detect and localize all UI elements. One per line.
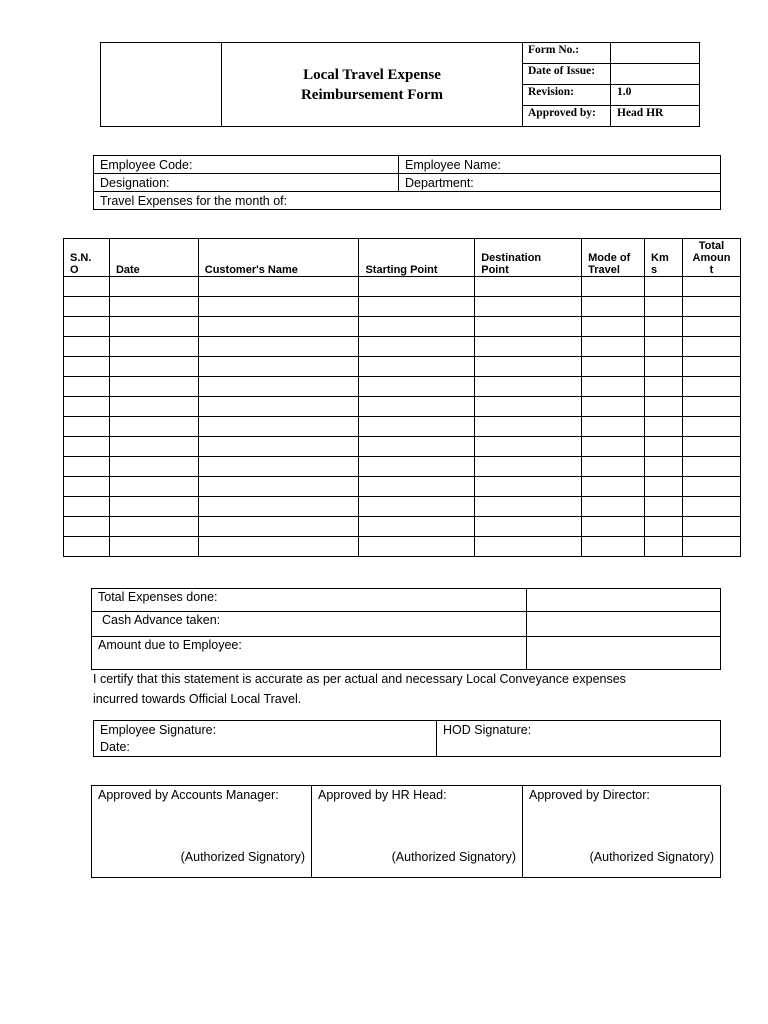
table-cell[interactable] — [582, 337, 645, 357]
form-title-line-1: Local Travel Expense — [303, 66, 441, 83]
cash-advance-field[interactable] — [527, 612, 721, 637]
table-cell[interactable] — [683, 277, 741, 297]
table-cell[interactable] — [582, 537, 645, 557]
col-header-sno: S.N. O — [64, 239, 110, 277]
table-cell[interactable] — [475, 297, 582, 317]
table-cell[interactable] — [582, 397, 645, 417]
employee-signature-field[interactable] — [94, 721, 437, 757]
table-cell[interactable] — [64, 437, 110, 457]
approved-by-label: Approved by: — [523, 106, 611, 127]
table-cell[interactable] — [645, 377, 683, 397]
signature-table — [93, 720, 721, 757]
cash-advance-label: Cash Advance taken: — [92, 612, 527, 637]
table-cell[interactable] — [109, 537, 198, 557]
table-cell[interactable] — [683, 297, 741, 317]
table-row — [64, 457, 741, 477]
totals-table — [91, 588, 721, 670]
table-cell[interactable] — [198, 437, 359, 457]
table-cell[interactable] — [475, 337, 582, 357]
hod-signature-label: HOD Signature: — [443, 723, 532, 737]
table-cell[interactable] — [645, 517, 683, 537]
table-cell[interactable] — [64, 277, 110, 297]
table-cell[interactable] — [109, 477, 198, 497]
revision-label: Revision: — [523, 85, 611, 106]
table-cell[interactable] — [198, 457, 359, 477]
table-cell[interactable] — [64, 497, 110, 517]
table-cell[interactable] — [198, 497, 359, 517]
table-cell[interactable] — [359, 317, 475, 337]
col-header-destination-point: Destination Point — [475, 239, 582, 277]
employee-name-field[interactable]: Employee Name: — [399, 156, 721, 174]
table-cell[interactable] — [475, 417, 582, 437]
table-cell[interactable] — [645, 457, 683, 477]
col-header-customer-name: Customer's Name — [198, 239, 359, 277]
certification-statement — [93, 669, 713, 709]
table-cell[interactable] — [582, 517, 645, 537]
certification-line-2: incurred towards Official Local Travel. — [93, 692, 302, 706]
col-header-starting-point: Starting Point — [359, 239, 475, 277]
table-cell[interactable] — [582, 297, 645, 317]
table-cell[interactable] — [683, 437, 741, 457]
table-cell[interactable] — [582, 377, 645, 397]
table-cell[interactable] — [582, 317, 645, 337]
table-cell[interactable] — [645, 397, 683, 417]
table-cell[interactable] — [683, 517, 741, 537]
designation-field[interactable]: Designation: — [94, 174, 399, 192]
table-cell[interactable] — [109, 317, 198, 337]
table-cell[interactable] — [359, 437, 475, 457]
table-cell[interactable] — [645, 477, 683, 497]
table-cell[interactable] — [64, 417, 110, 437]
table-cell[interactable] — [645, 537, 683, 557]
amount-due-field[interactable] — [527, 637, 721, 670]
table-cell[interactable] — [64, 537, 110, 557]
employee-code-field[interactable]: Employee Code: — [94, 156, 399, 174]
table-row — [64, 417, 741, 437]
total-expenses-label: Total Expenses done: — [92, 589, 527, 612]
table-cell[interactable] — [109, 517, 198, 537]
date-of-issue-label: Date of Issue: — [523, 64, 611, 85]
table-cell[interactable] — [198, 277, 359, 297]
table-cell[interactable] — [475, 277, 582, 297]
table-cell[interactable] — [582, 457, 645, 477]
table-cell[interactable] — [475, 477, 582, 497]
table-cell[interactable] — [582, 277, 645, 297]
table-cell[interactable] — [683, 497, 741, 517]
table-cell[interactable] — [359, 517, 475, 537]
table-row — [64, 517, 741, 537]
table-cell[interactable] — [64, 477, 110, 497]
table-cell[interactable] — [198, 357, 359, 377]
table-row — [64, 357, 741, 377]
employee-signature-label: Employee Signature: — [100, 723, 217, 737]
approval-accounts-manager[interactable] — [92, 786, 312, 878]
department-field[interactable]: Department: — [399, 174, 721, 192]
table-cell[interactable] — [683, 537, 741, 557]
table-cell[interactable] — [359, 337, 475, 357]
table-cell[interactable] — [645, 277, 683, 297]
table-cell[interactable] — [64, 377, 110, 397]
table-cell[interactable] — [475, 457, 582, 477]
table-cell[interactable] — [359, 297, 475, 317]
authorized-signatory-label: (Authorized Signatory) — [391, 850, 516, 864]
form-title — [222, 43, 523, 127]
table-row — [64, 377, 741, 397]
table-row — [64, 437, 741, 457]
table-row — [64, 537, 741, 557]
table-cell[interactable] — [109, 397, 198, 417]
table-cell[interactable] — [64, 457, 110, 477]
table-cell[interactable] — [683, 417, 741, 437]
approval-director[interactable] — [523, 786, 721, 878]
date-of-issue-field[interactable] — [611, 64, 700, 85]
form-no-field[interactable] — [611, 43, 700, 64]
authorized-signatory-label: (Authorized Signatory) — [180, 850, 305, 864]
table-cell[interactable] — [198, 477, 359, 497]
table-cell[interactable] — [109, 277, 198, 297]
table-cell[interactable] — [475, 437, 582, 457]
certification-line-1: I certify that this statement is accurate as per actual and necessary Local Conveyance expenses — [93, 672, 626, 686]
table-cell[interactable] — [64, 337, 110, 357]
table-cell[interactable] — [109, 497, 198, 517]
col-header-kms: Km s — [645, 239, 683, 277]
table-cell[interactable] — [475, 357, 582, 377]
table-cell[interactable] — [109, 457, 198, 477]
table-row — [64, 317, 741, 337]
table-cell[interactable] — [359, 457, 475, 477]
table-cell[interactable] — [359, 397, 475, 417]
table-cell[interactable] — [645, 297, 683, 317]
table-cell[interactable] — [359, 357, 475, 377]
table-cell[interactable] — [645, 417, 683, 437]
table-cell[interactable] — [109, 437, 198, 457]
expense-table-header — [64, 239, 741, 277]
hod-signature-field[interactable] — [437, 721, 721, 757]
table-row — [64, 477, 741, 497]
amount-due-label: Amount due to Employee: — [92, 637, 527, 670]
form-header — [100, 42, 700, 127]
table-cell[interactable] — [198, 417, 359, 437]
employee-info-table — [93, 155, 721, 210]
approved-by-value: Head HR — [611, 106, 700, 127]
table-cell[interactable] — [359, 497, 475, 517]
table-cell[interactable] — [109, 297, 198, 317]
table-cell[interactable] — [582, 437, 645, 457]
table-cell[interactable] — [645, 337, 683, 357]
table-row — [64, 397, 741, 417]
table-cell[interactable] — [198, 537, 359, 557]
table-row — [64, 337, 741, 357]
table-cell[interactable] — [582, 497, 645, 517]
table-cell[interactable] — [64, 397, 110, 417]
approval-director-label: Approved by Director: — [529, 788, 650, 802]
table-cell[interactable] — [359, 277, 475, 297]
table-cell[interactable] — [359, 477, 475, 497]
table-cell[interactable] — [198, 397, 359, 417]
form-title-line-2: Reimbursement Form — [300, 86, 444, 103]
table-row — [64, 277, 741, 297]
table-cell[interactable] — [475, 537, 582, 557]
table-cell[interactable] — [64, 357, 110, 377]
table-cell[interactable] — [645, 497, 683, 517]
table-cell[interactable] — [198, 377, 359, 397]
table-row — [64, 297, 741, 317]
table-cell[interactable] — [359, 417, 475, 437]
table-cell[interactable] — [109, 337, 198, 357]
table-cell[interactable] — [475, 397, 582, 417]
table-cell[interactable] — [582, 477, 645, 497]
table-cell[interactable] — [683, 457, 741, 477]
col-header-date: Date — [109, 239, 198, 277]
approval-accounts-manager-label: Approved by Accounts Manager: — [98, 788, 279, 802]
logo-area — [101, 43, 222, 127]
table-cell[interactable] — [64, 297, 110, 317]
travel-month-field[interactable]: Travel Expenses for the month of: — [94, 192, 721, 210]
table-cell[interactable] — [198, 317, 359, 337]
table-cell[interactable] — [109, 357, 198, 377]
table-cell[interactable] — [582, 417, 645, 437]
table-cell[interactable] — [645, 437, 683, 457]
table-cell[interactable] — [683, 337, 741, 357]
approvals-table — [91, 785, 721, 878]
expense-table-body — [64, 277, 741, 557]
table-cell[interactable] — [198, 297, 359, 317]
table-cell[interactable] — [645, 317, 683, 337]
table-cell[interactable] — [475, 497, 582, 517]
table-cell[interactable] — [359, 377, 475, 397]
table-cell[interactable] — [645, 357, 683, 377]
table-cell[interactable] — [582, 357, 645, 377]
table-cell[interactable] — [683, 477, 741, 497]
table-cell[interactable] — [198, 337, 359, 357]
col-header-mode-of-travel: Mode of Travel — [582, 239, 645, 277]
signature-date-label: Date: — [100, 740, 130, 754]
table-cell[interactable] — [683, 317, 741, 337]
total-expenses-field[interactable] — [527, 589, 721, 612]
table-cell[interactable] — [475, 317, 582, 337]
table-cell[interactable] — [683, 357, 741, 377]
table-cell[interactable] — [683, 397, 741, 417]
table-cell[interactable] — [475, 377, 582, 397]
col-header-total-amount: Total Amoun t — [683, 239, 741, 277]
revision-value: 1.0 — [611, 85, 700, 106]
form-no-label: Form No.: — [523, 43, 611, 64]
authorized-signatory-label: (Authorized Signatory) — [589, 850, 714, 864]
table-cell[interactable] — [683, 377, 741, 397]
approval-hr-head[interactable] — [312, 786, 523, 878]
table-cell[interactable] — [359, 537, 475, 557]
table-cell[interactable] — [109, 417, 198, 437]
table-cell[interactable] — [109, 377, 198, 397]
table-cell[interactable] — [475, 517, 582, 537]
table-cell[interactable] — [198, 517, 359, 537]
table-cell[interactable] — [64, 317, 110, 337]
approval-hr-head-label: Approved by HR Head: — [318, 788, 447, 802]
table-row — [64, 497, 741, 517]
table-cell[interactable] — [64, 517, 110, 537]
expense-table — [63, 238, 741, 557]
